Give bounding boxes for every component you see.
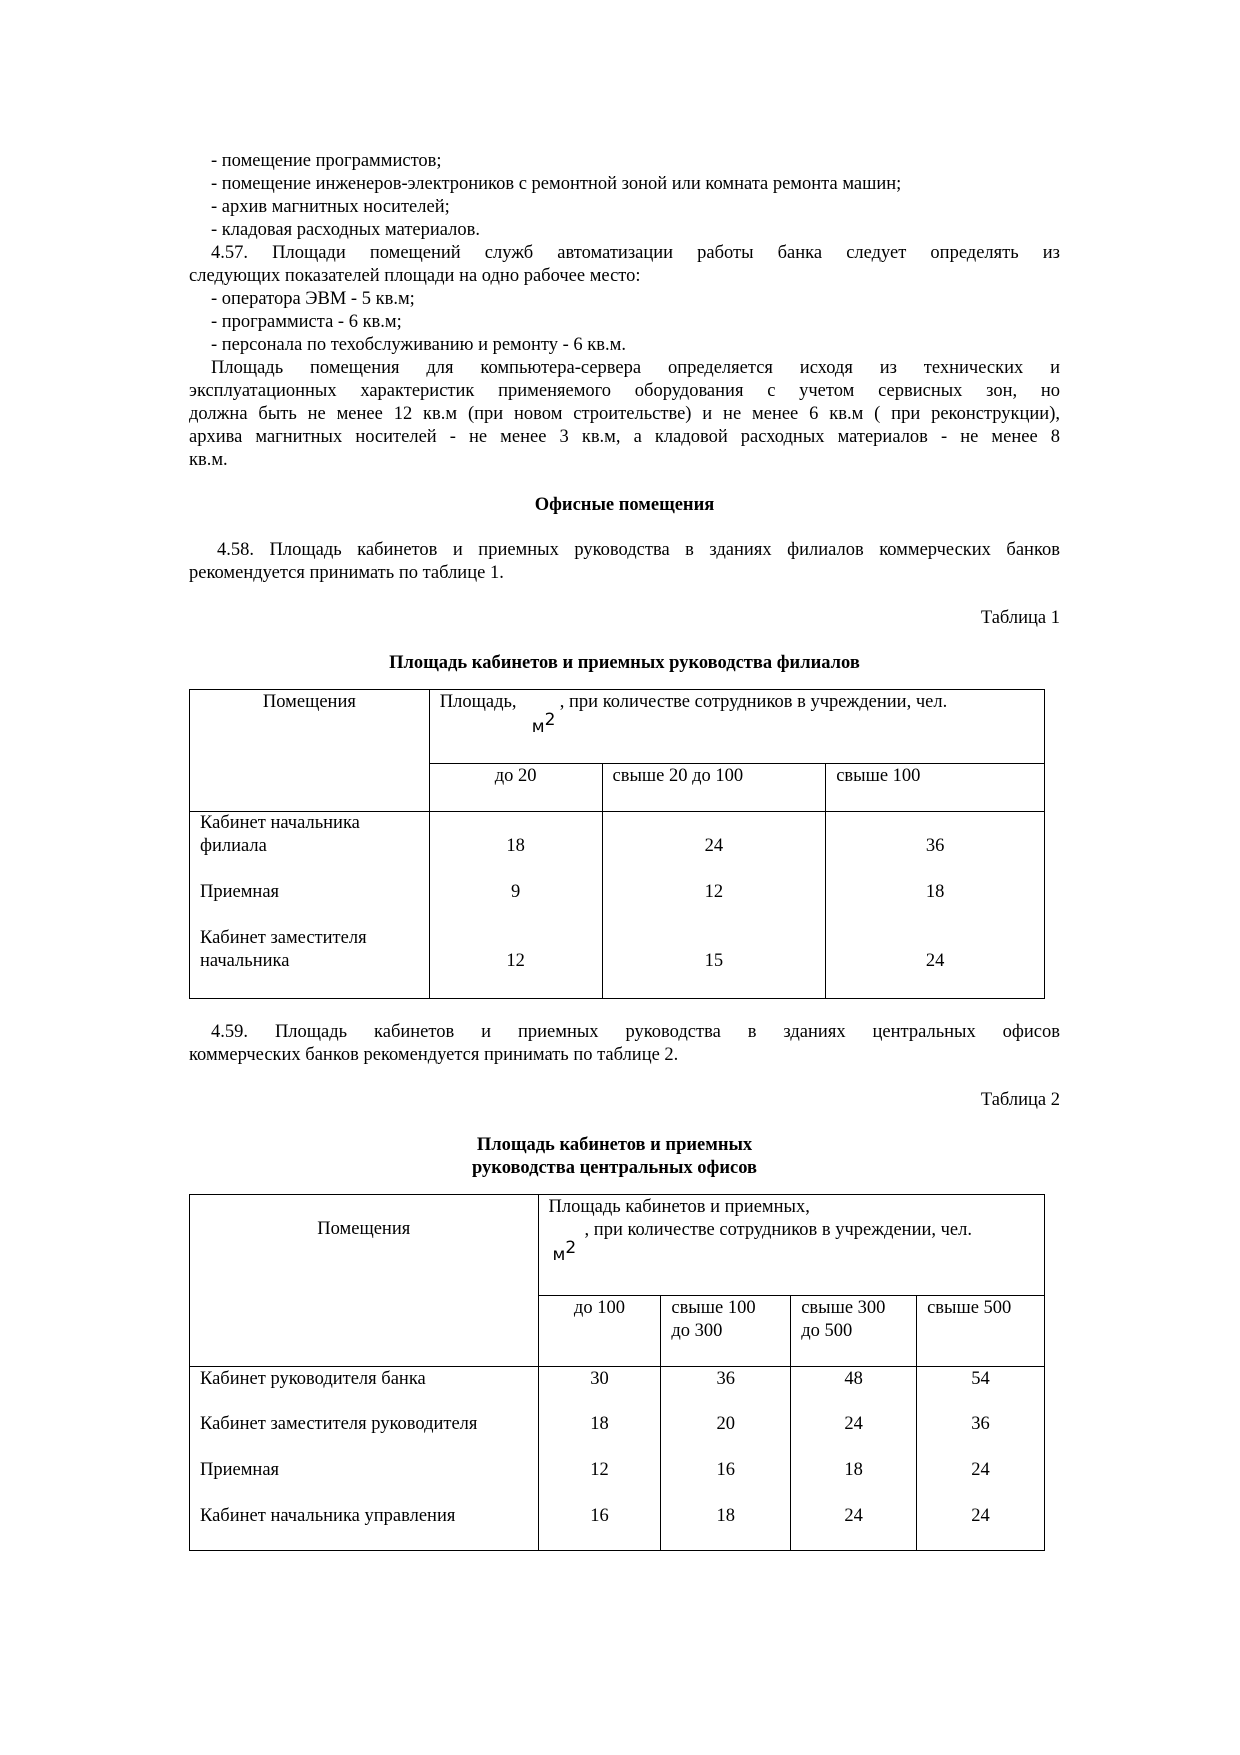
table-row [190,927,1045,999]
table2-header-area-label: , при количестве сотрудников в учреждении, чел. [584,1220,972,1240]
table2-cell: 48 [791,1367,917,1413]
table2-cell: 12 [538,1459,661,1505]
table-row [190,1413,1045,1459]
table1-col-header: свыше 20 до 100 [602,764,826,812]
table2-cell: 16 [661,1459,791,1505]
table1-cell: 24 [602,812,826,881]
section-title: Офисные помещения [534,495,715,515]
paragraph-4-59 [189,1021,1060,1067]
table2-col-header [661,1296,791,1367]
paragraph-line: эксплуатационных характеристик применяемого оборудования с учетом сервисных зон, но [189,381,1060,401]
table2-row-name: Кабинет руководителя банка [190,1367,539,1413]
unit-symbol: м [531,717,545,738]
table-row [190,1459,1045,1505]
table-2 [189,1194,1045,1551]
table2-col-header [917,1296,1045,1367]
table-1 [189,689,1045,999]
unit-exponent: 2 [565,1238,577,1258]
table1-row-name: Приемная [190,881,430,927]
table2-title-line: руководства центральных офисов [472,1158,757,1178]
table1-row-name [190,927,430,999]
table2-cell: 36 [917,1413,1045,1459]
col-header-line: свыше 100 [671,1298,756,1318]
table1-header-rooms: Помещения [190,690,430,812]
table-row [190,881,1045,927]
paragraph-line: 4.59. Площадь кабинетов и приемных руководства в зданиях центральных офисов [211,1022,1060,1042]
table2-cell: 16 [538,1505,661,1551]
row-name-line: филиала [200,836,267,856]
unit-exponent: 2 [544,710,556,730]
table2-cell: 18 [661,1505,791,1551]
paragraph-line: Площадь помещения для компьютера-сервера определяется исходя из технических и [211,358,1060,378]
list-item: - помещение инженеров-электроников с ремонтной зоной или комната ремонта машин; [211,174,902,194]
table1-cell: 12 [429,927,602,999]
paragraph-line: коммерческих банков рекомендуется принимать по таблице 2. [189,1045,679,1065]
table2-col-header [538,1296,661,1367]
table2-cell: 30 [538,1367,661,1413]
col-header-line: до 500 [801,1321,853,1341]
table1-row-name [190,812,430,881]
unit-symbol: м [552,1245,566,1266]
table2-cell: 54 [917,1367,1045,1413]
table2-cell: 20 [661,1413,791,1459]
table1-cell: 18 [826,881,1045,927]
table1-cell: 9 [429,881,602,927]
paragraph-line: должна быть не менее 12 кв.м (при новом строительстве) и не менее 6 кв.м ( при реконструкции), [189,404,1060,424]
table1-header-area [429,690,1044,764]
table2-header-rooms: Помещения [190,1195,539,1367]
table-row [190,1505,1045,1551]
paragraph-line: 4.57. Площади помещений служб автоматизации работы банка следует определять из [211,243,1060,263]
list-item: - персонала по техобслуживанию и ремонту - 6 кв.м. [211,335,626,355]
table2-col-header [791,1296,917,1367]
table2-title-line: Площадь кабинетов и приемных [476,1135,753,1155]
col-header-line: свыше 500 [927,1298,1012,1318]
table2-cell: 24 [791,1413,917,1459]
list-item: - архив магнитных носителей; [211,197,450,217]
list-item: - кладовая расходных материалов. [211,220,480,240]
paragraph-line: рекомендуется принимать по таблице 1. [189,563,504,583]
row-name-line: Кабинет начальника [200,813,360,833]
paragraph-line: 4.58. Площадь кабинетов и приемных руководства в зданиях филиалов коммерческих банков [217,540,1060,560]
table2-header-area [538,1195,1044,1296]
table1-header-area-label: Площадь, [439,692,517,712]
table1-col-header: до 20 [429,764,602,812]
paragraph-line: кв.м. [189,450,228,470]
table-row [190,812,1045,881]
table2-cell: 18 [538,1413,661,1459]
table2-title [189,1134,1060,1180]
table2-header-area-label: Площадь кабинетов и приемных, [548,1197,810,1217]
table2-cell: 36 [661,1367,791,1413]
table1-cell: 36 [826,812,1045,881]
list-item: - программиста - 6 кв.м; [211,312,402,332]
paragraph-4-57 [189,242,1060,288]
table2-cell: 24 [917,1505,1045,1551]
table1-cell: 24 [826,927,1045,999]
table1-cell: 18 [429,812,602,881]
table-row [190,1367,1045,1413]
list-item: - оператора ЭВМ - 5 кв.м; [211,289,415,309]
table1-col-header: свыше 100 [826,764,1045,812]
col-header-line: свыше 300 [801,1298,886,1318]
row-name-line: начальника [200,950,290,971]
table2-row-name: Приемная [190,1459,539,1505]
list-item: - помещение программистов; [211,151,442,171]
workplace-area-list [189,288,1060,357]
paragraph-4-58 [189,539,1060,585]
paragraph-line: следующих показателей площади на одно рабочее место: [189,266,641,286]
table2-cell: 24 [791,1505,917,1551]
table1-label: Таблица 1 [980,608,1060,628]
document-page [189,150,1060,1551]
paragraph-line: архива магнитных носителей - не менее 3 кв.м, а кладовой расходных материалов - не менее 8 [189,427,1060,447]
table1-title: Площадь кабинетов и приемных руководства филиалов [389,653,860,673]
table1-header-area-label: , при количестве сотрудников в учреждении, чел. [559,692,948,712]
table2-cell: 18 [791,1459,917,1505]
table2-cell: 24 [917,1459,1045,1505]
row-name-line: Кабинет заместителя [200,927,367,948]
col-header-line: до 300 [671,1321,723,1341]
table1-unit [532,709,556,739]
table2-unit [553,1237,577,1267]
table2-label: Таблица 2 [980,1090,1060,1110]
paragraph-server [189,357,1060,472]
table2-row-name: Кабинет начальника управления [190,1505,539,1551]
rooms-list [189,150,1060,242]
table1-cell: 12 [602,881,826,927]
table1-cell: 15 [602,927,826,999]
col-header-line: до 100 [573,1298,625,1318]
table2-row-name: Кабинет заместителя руководителя [190,1413,539,1459]
